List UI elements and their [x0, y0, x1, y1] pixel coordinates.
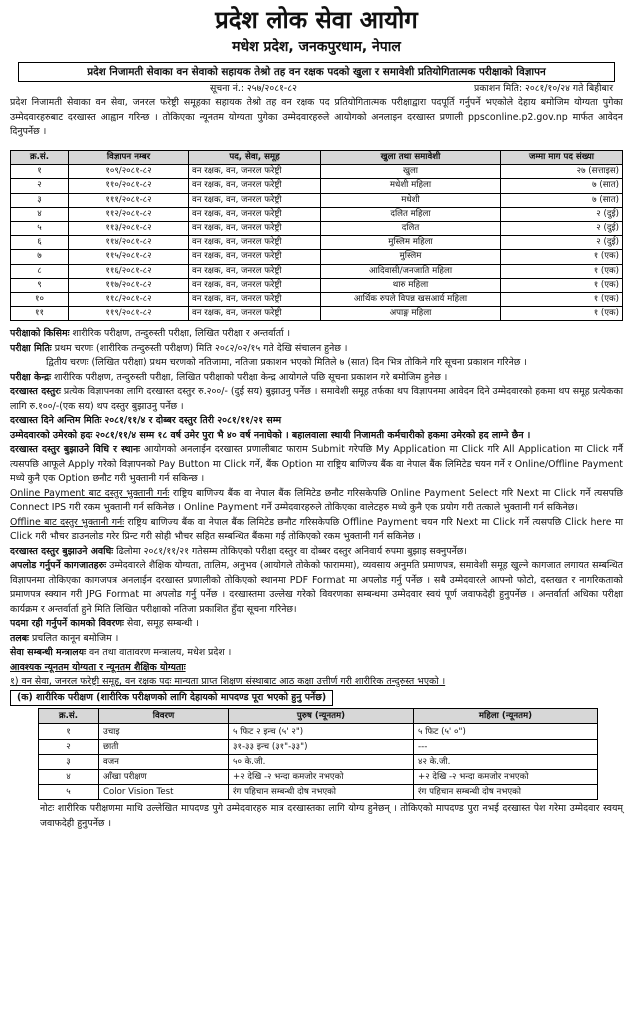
org-address: मधेश प्रदेश, जनकपुरधाम, नेपाल: [232, 39, 401, 55]
posts-table-cell: ९: [11, 278, 69, 292]
posts-table-row: [11, 250, 623, 264]
posts-table-row: [11, 193, 623, 207]
col-serial: क्र.सं.: [11, 151, 69, 165]
posts-table-cell: आर्थिक रुपले विपन्न खसआर्य महिला: [321, 292, 501, 306]
exam-date-second: द्वितीय चरणः (लिखित परीक्षा) प्रथम चरणको नतिजामा, नतिजा प्रकाशन भएको मितिले ७ (सात) दिन भित्र तोकिने गरि सूचना प्रकाशन गरिनेछ ।: [46, 357, 527, 369]
posts-table-cell: मधेशी महिला: [321, 179, 501, 193]
physical-table-cell: +२ देखि -२ भन्दा कमजोर नभएको: [414, 770, 598, 785]
exam-type: [10, 327, 623, 342]
physical-table-cell: Color Vision Test: [99, 785, 229, 800]
physical-heading: [10, 690, 623, 707]
age-limit-text: २०८१/११/४ सम्म १८ वर्ष उमेर पुरा भै ४० वर्ष ननाघेको । बहालवाला स्थायी निजामती कर्मचारीको हकमा उमेरको हद लाग्ने छैन ।: [95, 429, 531, 441]
posts-table-cell: ११५/२०८१-८२: [69, 250, 189, 264]
fee-deadline-text: ढिलोमा २०८१/११/२१ गतेसम्म तोकिएको परीक्षा दस्तुर वा दोब्बर दस्तुर अनिवार्य रुपमा बुझाइ सक्नुपर्नेछ।: [116, 545, 467, 557]
posts-table-cell: दलित: [321, 221, 501, 235]
posts-table-cell: मुस्लिम: [321, 250, 501, 264]
salary-label: तलबः: [10, 632, 29, 644]
application-fee-label: दरखास्त दस्तुरः: [10, 386, 61, 398]
phys-col-serial: क्र.सं.: [39, 709, 99, 724]
posts-table-cell: अपाङ्ग महिला: [321, 307, 501, 321]
posts-table-cell: १ (एक): [501, 250, 623, 264]
posts-table-cell: १०९/२०८१-८२: [69, 165, 189, 179]
posts-table-cell: ५: [11, 221, 69, 235]
physical-table-body: [39, 724, 598, 800]
posts-table-cell: ६: [11, 236, 69, 250]
age-limit-label: उम्मेदवारको उमेरको हदः: [10, 429, 93, 441]
upload-documents-label: अपलोड गर्नुपर्ने कागजातहरुः: [10, 560, 107, 572]
notice-headline: प्रदेश निजामती सेवाका वन सेवाको सहायक तेश्रो तह वन रक्षक पदको खुला र समावेशी प्रतियोगितात्मक परीक्षाको विज्ञापन: [18, 62, 615, 82]
ministry: [10, 646, 623, 661]
posts-table-cell: ८: [11, 264, 69, 278]
exam-date-text1: प्रथम चरणः (शारीरिक तन्दुरुस्ती परीक्षण) मिति २०८२/०२/१५ गते देखि संचालन हुनेछ ।: [54, 342, 348, 354]
posts-table-row: [11, 264, 623, 278]
phys-col-description: विवरण: [99, 709, 229, 724]
upload-documents: [10, 559, 623, 617]
posts-table-row: [11, 278, 623, 292]
physical-table-cell: आँखा परीक्षण: [99, 770, 229, 785]
posts-table-cell: वन रक्षक, वन, जनरल फरेष्ट्री: [189, 179, 321, 193]
payment-method-label: दरखास्त दस्तुर बुझाउने विधि र स्थानः: [10, 444, 141, 456]
exam-center-text: शारीरिक परीक्षण, तन्दुरुस्ती परीक्षा, लिखित परीक्षाको परीक्षा केन्द्र आयोगले पछि सूचना प्रकाशन गरे बमोजिम हुनेछ ।: [53, 371, 448, 383]
posts-table-cell: वन रक्षक, वन, जनरल फरेष्ट्री: [189, 278, 321, 292]
posts-table-row: [11, 292, 623, 306]
physical-table-cell: +२ देखि -२ भन्दा कमजोर नभएको: [229, 770, 414, 785]
posts-table: [10, 150, 623, 321]
posts-table-cell: १: [11, 165, 69, 179]
deadline-label: दरखास्त दिने अन्तिम मितिः: [10, 415, 102, 427]
qualification-item-text: १) वन सेवा, जनरल फरेष्ट्री समूह, वन रक्षक पदः मान्यता प्राप्त शिक्षण संस्थाबाट आठ कक्षा उत्तीर्ण गरी शारीरिक तन्दुरुस्त भएको ।: [10, 676, 446, 688]
posts-table-cell: ११३/२०८१-८२: [69, 221, 189, 235]
age-limit: [10, 429, 623, 444]
posts-table-cell: वन रक्षक, वन, जनरल फरेष्ट्री: [189, 292, 321, 306]
posts-table-cell: थारु महिला: [321, 278, 501, 292]
posts-table-header: [11, 151, 623, 165]
physical-table-cell: २: [39, 739, 99, 754]
posts-table-cell: ११४/२०८१-८२: [69, 236, 189, 250]
posts-table-cell: १ (एक): [501, 307, 623, 321]
exam-center-label: परीक्षा केन्द्रः: [10, 371, 51, 383]
posts-table-row: [11, 307, 623, 321]
exam-type-label: परीक्षाको किसिमः: [10, 328, 70, 340]
posts-table-cell: १०: [11, 292, 69, 306]
col-post: पद, सेवा, समूह: [189, 151, 321, 165]
online-payment: [10, 487, 623, 516]
posts-table-cell: वन रक्षक, वन, जनरल फरेष्ट्री: [189, 250, 321, 264]
posts-table-cell: ११०/२०८१-८२: [69, 179, 189, 193]
publication-date: प्रकाशन मिति: २०८१/१०/२४ गते बिहीबार: [474, 83, 613, 94]
physical-table-cell: ३: [39, 754, 99, 769]
ministry-text: वन तथा वातावरण मन्त्रालय, मधेश प्रदेश ।: [88, 647, 232, 659]
org-title: प्रदेश लोक सेवा आयोग: [215, 6, 418, 34]
physical-test-table: [38, 708, 598, 800]
posts-table-cell: आदिवासी/जनजाति महिला: [321, 264, 501, 278]
posts-table-cell: वन रक्षक, वन, जनरल फरेष्ट्री: [189, 207, 321, 221]
posts-table-cell: २ (दुई): [501, 207, 623, 221]
ministry-label: सेवा सम्बन्धी मन्त्रालयः: [10, 647, 86, 659]
intro-paragraph: प्रदेश निजामती सेवाका वन सेवा, जनरल फरेष्ट्री समूहका सहायक तेश्रो तह वन रक्षक पद प्रतियोगितात्मक परीक्षाद्वारा पदपूर्ति गर्नुपर्ने भएकोले देहाय बमोजिम योग्यता पुगेका उम्मेदवारहरुबाट दरखास्त आह्वान गरिन्छ । तोकिएका न्यूनतम योग्यता पुगेका उम्मेदवारहरुले आयोगको अनलाइन दरखास्त प्रणाली ppsconline.p2.gov.np मार्फत आवेदन दिनुपर्नेछ ।: [10, 97, 623, 137]
payment-method: [10, 443, 623, 487]
footnote: नोटः शारीरिक परीक्षणमा माथि उल्लेखित मापदण्ड पुगे उम्मेदवारहरु मात्र दरखास्तका लागि योग्य हुनेछन् । तोकिएको मापदण्ड पुरा नभई दरखास्त पेश गरेमा उम्मेदवार स्वयम् जवाफदेही हुनुपर्नेछ ।: [40, 803, 623, 829]
upload-documents-text: उम्मेदवारले शैक्षिक योग्यता, तालिम, अनुभव (आयोगले तोकेको फाराममा), व्यवसाय अनुमति प्रमाणपत्र, समावेशी समूह खुल्ने कागजात लगायत सम्बन्धित विज्ञापनमा तोकिएका कागजपत्र अनलाईन दरखास्त प्रणालीको तोकिएको स्थानमा PDF Format मा अपलोड गर्नु पर्नेछ । सबै उम्मेदवारले आफ्नो फोटो, दस्तखत र नागरिकताको प्रमाणपत्र स्क्यान गरी JPG Format मा अपलोड गर्नु पर्नेछ । दरखास्तमा उल्लेख गरेको विवरणका सम्बन्धमा उम्मेदवार स्वयं पूर्ण जवाफदेही हुनुपर्नेछ । अन्तर्वार्ता अधिका परीक्षा कार्यक्रम र अन्तर्वार्ता हुने मिति लिखित परीक्षाको नतिजा प्रकाशित हुँदा सूचना गरिनेछ।: [10, 560, 623, 615]
posts-table-cell: ११९/२०८१-८२: [69, 307, 189, 321]
exam-type-text: शारीरिक परीक्षण, तन्दुरुस्ती परीक्षा, लिखित परीक्षा र अन्तर्वार्ता ।: [72, 328, 291, 340]
physical-table-cell: ३१-३३ इन्च (३१"-३३"): [229, 739, 414, 754]
posts-table-cell: १ (एक): [501, 264, 623, 278]
physical-table-cell: रंग पहिचान सम्बन्धी दोष नभएको: [414, 785, 598, 800]
posts-table-cell: १११/२०८१-८२: [69, 193, 189, 207]
posts-table-cell: ७: [11, 250, 69, 264]
physical-table-cell: ४: [39, 770, 99, 785]
physical-table-cell: ४२ के.जी.: [414, 754, 598, 769]
salary: [10, 632, 623, 647]
posts-table-cell: खुला: [321, 165, 501, 179]
posts-table-cell: वन रक्षक, वन, जनरल फरेष्ट्री: [189, 236, 321, 250]
posts-table-cell: ७ (सात): [501, 179, 623, 193]
exam-center: [10, 371, 623, 386]
posts-table-row: [11, 221, 623, 235]
posts-table-cell: वन रक्षक, वन, जनरल फरेष्ट्री: [189, 165, 321, 179]
phys-col-male: पुरुष (न्यूनतम): [229, 709, 414, 724]
physical-table-cell: ५० के.जी.: [229, 754, 414, 769]
deadline-text: २०८१/११/४ र दोब्बर दस्तुर तिरी २०८१/११/२१ सम्म: [104, 415, 282, 427]
posts-table-cell: १ (एक): [501, 292, 623, 306]
posts-table-row: [11, 179, 623, 193]
posts-table-body: [11, 165, 623, 321]
col-ad-number: विज्ञापन नम्बर: [69, 151, 189, 165]
duty-details: [10, 617, 623, 632]
physical-heading-text: (क) शारीरिक परीक्षण (शारीरिक परीक्षणको लागि देहायको मापदण्ड पूरा भएको हुनु पर्नेछ): [10, 690, 333, 707]
physical-table-row: [39, 724, 598, 739]
physical-table-cell: ५ फिट (५' ०"): [414, 724, 598, 739]
posts-table-cell: ११२/२०८१-८२: [69, 207, 189, 221]
posts-table-cell: वन रक्षक, वन, जनरल फरेष्ट्री: [189, 193, 321, 207]
physical-table-cell: ---: [414, 739, 598, 754]
posts-table-cell: ७ (सात): [501, 193, 623, 207]
physical-table-row: [39, 785, 598, 800]
exam-date-label: परीक्षा मितिः: [10, 342, 52, 354]
fee-deadline: [10, 545, 623, 560]
physical-table-row: [39, 770, 598, 785]
duty-text: सेवा, समूह सम्बन्धी ।: [126, 618, 199, 630]
posts-table-cell: वन रक्षक, वन, जनरल फरेष्ट्री: [189, 307, 321, 321]
phys-col-female: महिला (न्यूनतम): [414, 709, 598, 724]
physical-table-cell: १: [39, 724, 99, 739]
posts-table-row: [11, 236, 623, 250]
posts-table-cell: मधेशी: [321, 193, 501, 207]
posts-table-cell: ११: [11, 307, 69, 321]
fee-deadline-label: दरखास्त दस्तुर बुझाउने अवधिः: [10, 545, 114, 557]
posts-table-cell: ११६/२०८१-८२: [69, 264, 189, 278]
physical-table-cell: ५ फिट २ इन्च (५' २"): [229, 724, 414, 739]
physical-table-row: [39, 739, 598, 754]
notice-number: सूचना नं.: २५७/२०८१-८२: [210, 83, 297, 94]
payment-method-text: आयोगको अनलाईन दरखास्त प्रणालीबाट फाराम Submit गरेपछि My Application मा Click गरि All Application मा Click गर्नै त्यसपछि आफूले Apply गरेको विज्ञापनको Pay Button मा Click गर्ने, बैंक Option मा राष्ट्रिय बाणिज्य बैंक वा नेपाल बैंक लिमिटेड चयन गर्ने र Online/Offline Payment मध्ये कुनै एक Option छनौट गरी भुक्तानी गर्न सकिन्छ ।: [10, 444, 623, 485]
notice-meta: [10, 82, 623, 96]
application-fee-text: प्रत्येक विज्ञापनका लागि दरखास्त दस्तुर रु.२००/- (दुई सय) बुझाउनु पर्नेछ । समावेशी समूह तर्फका थप विज्ञापनमा आवेदन दिने उम्मेदवारको हकमा थप समूह प्रत्येकका लागि रु.१००/-(एक सय) थप दस्तुर बुझाउनु पर्नेछ ।: [10, 386, 623, 412]
offline-payment-text: राष्ट्रिय बाणिज्य बैंक वा नेपाल बैंक लिमिटेड छनौट गरिसकेपछि Offline Payment चयन गरि Next मा Click गर्ने त्यसपछि Click here मा Click गरी भौचर डाउनलोड गरेर प्रिन्ट गरी सोही भौचर सहित सम्बन्धित बैंकमा गई तोकिएको रकम भुक्तानी गर्न सकिनेछ ।: [10, 516, 624, 543]
posts-table-cell: २ (दुई): [501, 236, 623, 250]
duty-label: पदमा रही गर्नुपर्ने कामको विवरणः: [10, 618, 124, 630]
posts-table-cell: १ (एक): [501, 278, 623, 292]
col-category: खुला तथा समावेशी: [321, 151, 501, 165]
physical-table-row: [39, 754, 598, 769]
deadline: [10, 414, 623, 429]
posts-table-cell: वन रक्षक, वन, जनरल फरेष्ट्री: [189, 264, 321, 278]
posts-table-row: [11, 165, 623, 179]
exam-date: [10, 342, 623, 357]
offline-payment-label: Offline बाट दस्तुर भुक्तानी गर्नः: [10, 516, 125, 528]
posts-table-cell: ३: [11, 193, 69, 207]
physical-table-cell: वजन: [99, 754, 229, 769]
physical-table-header: [39, 709, 598, 724]
details-section: [10, 327, 623, 706]
qualification-heading: [10, 661, 623, 676]
posts-table-cell: दलित महिला: [321, 207, 501, 221]
online-payment-label: Online Payment बाट दस्तुर भुक्तानी गर्नः: [10, 487, 170, 499]
posts-table-cell: २ (दुई): [501, 221, 623, 235]
posts-table-row: [11, 207, 623, 221]
posts-table-cell: २७ (सत्ताइस): [501, 165, 623, 179]
qualification-heading-text: आवश्यक न्यूनतम योग्यता र न्यूनतम शैक्षिक योग्यताः: [10, 661, 186, 673]
salary-text: प्रचलित कानून बमोजिम ।: [31, 632, 119, 644]
physical-table-cell: रंग पहिचान सम्बन्धी दोष नभएको: [229, 785, 414, 800]
application-fee: [10, 385, 623, 414]
physical-table-cell: उचाइ: [99, 724, 229, 739]
posts-table-cell: वन रक्षक, वन, जनरल फरेष्ट्री: [189, 221, 321, 235]
posts-table-cell: २: [11, 179, 69, 193]
physical-table-cell: छाती: [99, 739, 229, 754]
posts-table-cell: ११७/२०८१-८२: [69, 278, 189, 292]
posts-table-cell: ११८/२०८१-८२: [69, 292, 189, 306]
posts-table-cell: ४: [11, 207, 69, 221]
physical-table-cell: ५: [39, 785, 99, 800]
col-count: जम्मा माग पद संख्या: [501, 151, 623, 165]
offline-payment: [10, 516, 623, 545]
posts-table-cell: मुस्लिम महिला: [321, 236, 501, 250]
online-payment-text: राष्ट्रिय बाणिज्य बैंक वा नेपाल बैंक लिमिटेड छनौट गरिसकेपछि Online Payment Select गरि Next मा Click गर्ने त्यसपछि Connect IPS गरी रकम भुक्तानी गर्न सकिनेछ । Online Payment गर्ने उम्मेदवारहरुले तोकिएका वालेटहरु मध्ये कुनै एक प्रयोग गरी तत्काले भुक्तानी गर्न सकिनेछ।: [10, 487, 623, 514]
qualification-item: [10, 675, 623, 690]
